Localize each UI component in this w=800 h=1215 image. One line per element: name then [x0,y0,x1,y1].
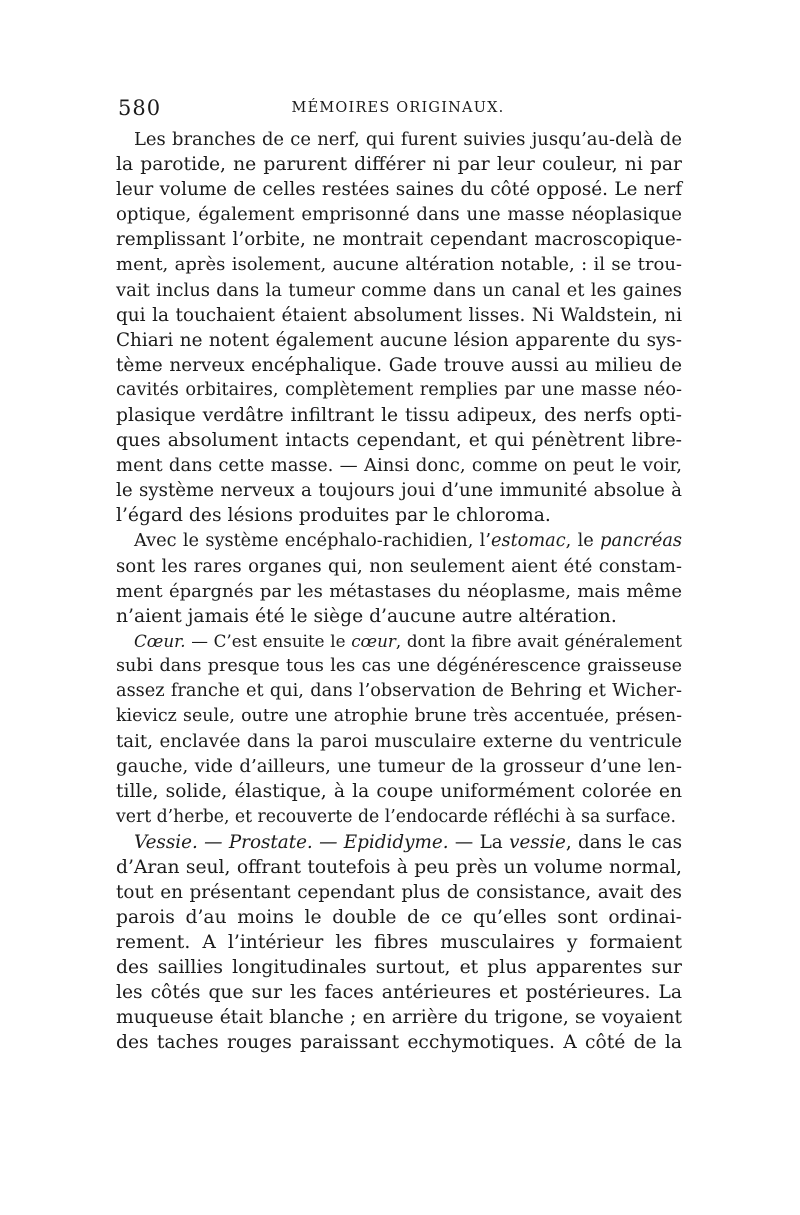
text-line: tème nerveux encéphalique. Gade trouve aussi au milieu de [116,354,682,376]
text-line: kievicz seule, outre une atrophie brune très accentuée, présen- [116,706,682,727]
text-line: la parotide, ne parurent différer ni par leur couleur, ni par [116,154,682,176]
italic-segment: estomac [490,530,566,551]
text-line: tout en présentant cependant plus de consistance, avait des [116,881,682,903]
text-line: Chiari ne notent également aucune lésion apparente du sys- [116,329,682,351]
text-line: ment épargnés par les métastases du néoplasme, mais même [116,580,682,602]
text-line: les côtés que sur les faces antérieures et postérieures. La [116,982,682,1004]
italic-segment: cœur [351,630,396,651]
text-line: rement. A l’intérieur les fibres musculaires y formaient [116,932,682,953]
text-line: parois d’au moins le double de ce qu’elles sont ordinai- [116,906,682,928]
text-line: sont les rares organes qui, non seulement aient été constam- [116,555,682,577]
text-line: tait, enclavée dans la paroi musculaire externe du ventricule [116,731,682,753]
text-line: subi dans presque tous les cas une dégénérescence graisseuse [116,655,682,676]
text-line: gauche, vide d’ailleurs, une tumeur de la grosseur d’une len- [116,756,682,778]
text-line: Les branches de ce nerf, qui furent suivies jusqu’au-delà de [134,129,682,150]
text-line: vert d’herbe, et recouverte de l’endocarde réfléchi à sa surface. [116,806,676,827]
page-header [118,96,678,120]
text-line: cavités orbitaires, complètement remplies par une masse néo- [116,379,682,400]
text-segment: , le [565,530,601,551]
running-title: MÉMOIRES ORIGINAUX. [291,100,505,116]
text-line [116,629,682,654]
text-line: plasique verdâtre infiltrant le tissu adipeux, des nerfs opti- [116,405,682,427]
italic-segment: vessie [509,831,566,853]
text-segment: — La [448,831,510,853]
text-line: des taches rouges paraissant ecchymotiques. A côté de la [116,1032,682,1054]
text-line: assez franche et qui, dans l’observation de Behring et Wicher- [116,681,682,702]
text-line: optique, également emprisonné dans une masse néoplasique [116,204,682,226]
text-line: n’aient jamais été le siège d’aucune autre altération. [116,605,617,627]
text-segment: , dans le cas [565,831,682,853]
text-line [116,529,682,554]
text-line: l’égard des lésions produites par le chloroma. [116,505,551,527]
body-text [116,127,682,1055]
text-segment: Avec le système encéphalo-rachidien, l’ [134,530,491,551]
italic-segment: pancréas [600,530,682,551]
text-line: le système nerveux a toujours joui d’une immunité absolue à [116,480,682,502]
italic-segment: Vessie. — Prostate. — Epididyme. [134,831,449,853]
text-line: remplissant l’orbite, ne montrait cependant macroscopique- [116,229,682,251]
italic-segment: Cœur. [134,630,186,651]
text-line: vait inclus dans la tumeur comme dans un canal et les gaines [116,279,682,301]
text-segment: , dont la fibre avait généralement [395,630,682,651]
text-line: ment dans cette masse. — Ainsi donc, comme on peut le voir, [116,455,682,477]
text-segment: — C’est ensuite le [185,630,352,651]
text-line: ques absolument intacts cependant, et qui pénètrent libre- [116,430,682,452]
text-line: qui la touchaient étaient absolument lisses. Ni Waldstein, ni [116,304,682,326]
text-line: muqueuse était blanche ; en arrière du trigone, se voyaient [116,1007,682,1029]
text-line [116,830,682,855]
text-line: ment, après isolement, aucune altération notable, : il se trou- [116,254,682,276]
text-line: des saillies longitudinales surtout, et plus apparentes sur [116,957,682,979]
page-number: 580 [118,96,162,120]
text-line: leur volume de celles restées saines du côté opposé. Le nerf [116,179,682,201]
text-line: tille, solide, élastique, à la coupe uniformément colorée en [116,781,682,803]
text-line: d’Aran seul, offrant toutefois à peu près un volume normal, [116,856,682,878]
